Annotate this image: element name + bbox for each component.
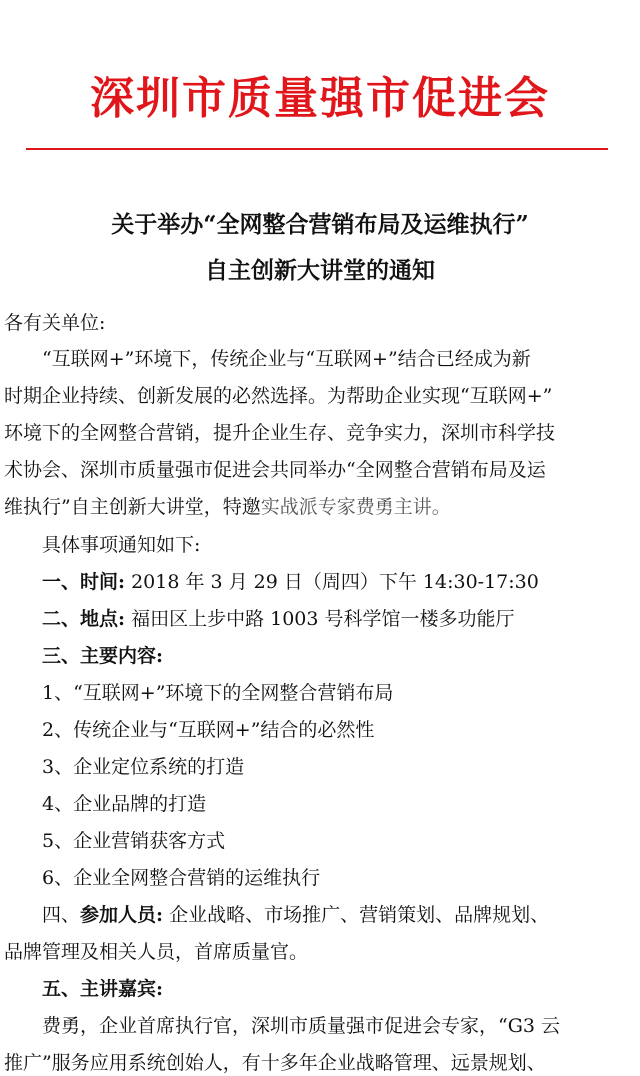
intro-tail: 实战派专家费勇主讲。	[260, 496, 451, 518]
notice-title-line1: 关于举办“全网整合营销布局及运维执行”	[111, 211, 529, 238]
attendees-row	[42, 900, 549, 927]
content-label: 三、主要内容:	[42, 645, 164, 667]
speaker-line-2: 推广”服务应用系统创始人，有十多年企业战略管理、远景规划、	[4, 1052, 546, 1074]
content-item: 1、“互联网+”环境下的全网整合营销布局	[42, 682, 394, 704]
red-divider	[26, 148, 608, 150]
attendees-prefix: 四、	[42, 904, 81, 926]
intro-line-4: 术协会、深圳市质量强市促进会共同举办“全网整合营销布局及运	[4, 459, 546, 481]
speaker-line-1: 费勇，企业首席执行官，深圳市质量强市促进会专家，“G3 云	[42, 1015, 561, 1037]
time-value: 2018 年 3 月 29 日（周四）下午 14:30-17:30	[131, 571, 539, 593]
time-label: 一、时间:	[42, 571, 126, 593]
attendees-label: 参加人员:	[80, 904, 164, 926]
place-value: 福田区上步中路 1003 号科学馆一楼多功能厅	[131, 608, 515, 630]
place-label: 二、地点:	[42, 608, 126, 630]
intro-line-2: 时期企业持续、创新发展的必然选择。为帮助企业实现“互联网+”	[4, 385, 553, 407]
attendees-line-2: 品牌管理及相关人员，首席质量官。	[4, 941, 309, 963]
place-row	[42, 604, 515, 631]
content-item: 6、企业全网整合营销的运维执行	[42, 867, 321, 889]
content-item: 3、企业定位系统的打造	[42, 756, 245, 778]
intro-line-1: “互联网+”环境下，传统企业与“互联网+”结合已经成为新	[42, 348, 531, 370]
salutation: 各有关单位:	[4, 312, 106, 334]
org-title: 深圳市质量强市促进会	[90, 73, 550, 124]
intro-line-5-text: 维执行”自主创新大讲堂，特邀	[4, 496, 261, 518]
content-item: 2、传统企业与“互联网+”结合的必然性	[42, 719, 375, 741]
intro-line-5	[4, 492, 451, 519]
content-item: 4、企业品牌的打造	[42, 793, 207, 815]
content-item: 5、企业营销获客方式	[42, 830, 226, 852]
attendees-value: 企业战略、市场推广、营销策划、品牌规划、	[169, 904, 550, 926]
notice-title-line2: 自主创新大讲堂的通知	[205, 257, 435, 284]
details-intro: 具体事项通知如下:	[42, 534, 201, 556]
time-row	[42, 567, 539, 594]
speaker-label: 五、主讲嘉宾:	[42, 978, 164, 1000]
intro-line-3: 环境下的全网整合营销，提升企业生存、竞争实力，深圳市科学技	[4, 422, 556, 444]
